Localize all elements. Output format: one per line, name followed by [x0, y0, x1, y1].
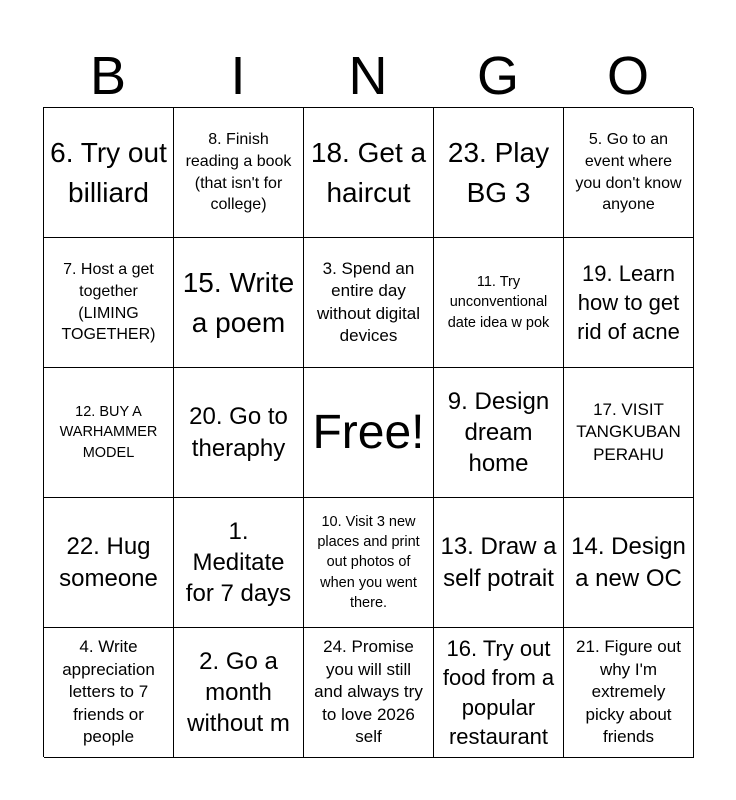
cell-text: 15. Write a poem: [182, 267, 295, 338]
header-letter-i: I: [230, 46, 246, 106]
bingo-cell-r3c4[interactable]: [434, 368, 564, 498]
bingo-cell-r5c5[interactable]: [564, 628, 694, 758]
bingo-cell-r1c3[interactable]: [304, 108, 434, 238]
cell-text: 8. Finish reading a book (that isn't for college): [185, 131, 292, 214]
cell-text: 5. Go to an event where you don't know anyone: [575, 131, 682, 214]
header-letter-n: N: [348, 46, 388, 106]
bingo-cell-r2c4[interactable]: [434, 238, 564, 368]
bingo-cell-r4c5[interactable]: [564, 498, 694, 628]
bingo-header: [43, 40, 693, 108]
bingo-cell-r2c5[interactable]: [564, 238, 694, 368]
cell-text: 14. Design a new OC: [571, 533, 686, 592]
bingo-cell-r1c2[interactable]: [174, 108, 304, 238]
cell-text: 3. Spend an entire day without digital devices: [316, 258, 420, 345]
bingo-cell-r2c1[interactable]: [44, 238, 174, 368]
bingo-cell-r4c4[interactable]: [434, 498, 564, 628]
cell-text: 7. Host a get together (LIMING TOGETHER): [61, 261, 156, 344]
cell-text: 20. Go to theraphy: [189, 403, 288, 462]
free-space-text: Free!: [312, 405, 425, 459]
bingo-cell-r1c5[interactable]: [564, 108, 694, 238]
cell-text: 9. Design dream home: [447, 387, 550, 478]
bingo-cell-r1c1[interactable]: [44, 108, 174, 238]
bingo-cell-r5c1[interactable]: [44, 628, 174, 758]
bingo-cell-r5c3[interactable]: [304, 628, 434, 758]
bingo-cell-r4c2[interactable]: [174, 498, 304, 628]
cell-text: 13. Draw a self potrait: [440, 533, 557, 592]
bingo-cell-r3c5[interactable]: [564, 368, 694, 498]
bingo-cell-r1c4[interactable]: [434, 108, 564, 238]
header-letter-b: B: [89, 46, 127, 106]
cell-text: 23. Play BG 3: [447, 137, 550, 208]
bingo-cell-r4c1[interactable]: [44, 498, 174, 628]
bingo-cell-r5c4[interactable]: [434, 628, 564, 758]
bingo-cell-r2c3[interactable]: [304, 238, 434, 368]
bingo-board: [43, 107, 693, 757]
bingo-cell-r5c2[interactable]: [174, 628, 304, 758]
cell-text: 2. Go a month without m: [187, 647, 290, 738]
bingo-cell-free[interactable]: [304, 368, 434, 498]
cell-text: 10. Visit 3 new places and print out photos of when you went there.: [317, 513, 420, 611]
bingo-cell-r4c3[interactable]: [304, 498, 434, 628]
header-letter-o: O: [606, 46, 649, 106]
cell-text: 11. Try unconventional date idea w pok: [447, 274, 550, 331]
cell-text: 4. Write appreciation letters to 7 friends or people: [62, 637, 155, 747]
cell-text: 16. Try out food from a popular restaurant: [442, 636, 555, 749]
cell-text: 18. Get a haircut: [310, 137, 427, 208]
cell-text: 21. Figure out why I'm extremely picky about friends: [576, 637, 681, 747]
cell-text: 24. Promise you will still and always try to love 2026 self: [314, 637, 423, 747]
bingo-cell-r3c1[interactable]: [44, 368, 174, 498]
cell-text: 22. Hug someone: [59, 533, 158, 592]
cell-text: 17. VISIT TANGKUBAN PERAHU: [576, 399, 681, 464]
header-letter-g: G: [476, 46, 519, 106]
bingo-cell-r3c2[interactable]: [174, 368, 304, 498]
cell-text: 6. Try out billiard: [50, 137, 167, 208]
cell-text: 12. BUY A WARHAMMER MODEL: [59, 404, 158, 461]
cell-text: 1. Meditate for 7 days: [185, 517, 292, 608]
cell-text: 19. Learn how to get rid of acne: [577, 260, 680, 345]
bingo-cell-r2c2[interactable]: [174, 238, 304, 368]
